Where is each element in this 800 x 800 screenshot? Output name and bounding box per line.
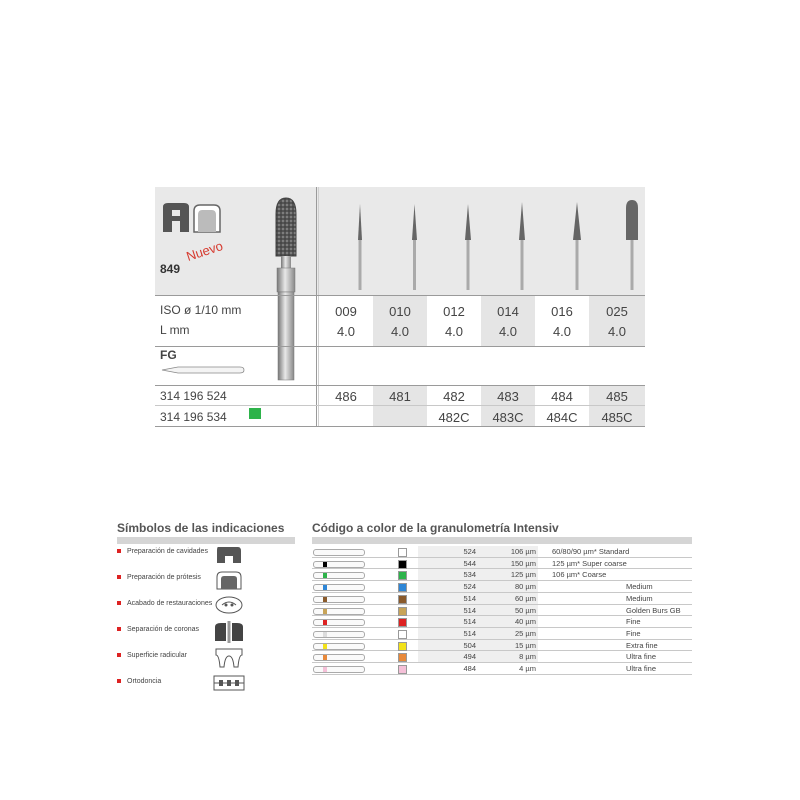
- grit-bur-icon: [313, 643, 365, 650]
- bullet-icon: [117, 575, 121, 579]
- indication-item: Acabado de restauraciones: [117, 600, 212, 607]
- length-value: 4.0: [552, 324, 572, 339]
- indication-item: Separación de coronas: [117, 626, 199, 633]
- grit-row-divider: [312, 592, 692, 593]
- crown-separation-icon: [215, 621, 243, 643]
- ref-code: 314 196 524: [160, 389, 227, 403]
- indication-symbols: [212, 543, 246, 693]
- grit-color-swatch: [398, 607, 407, 616]
- grit-note: 125 µm* Super coarse: [552, 558, 627, 568]
- bur-size-016-icon: [573, 202, 581, 290]
- bur-size-010-icon: [412, 204, 417, 290]
- row-divider: [155, 385, 645, 386]
- grit-code: 534: [463, 570, 476, 580]
- grit-bur-icon: [313, 596, 365, 603]
- prosthesis-preparation-icon: [217, 572, 241, 589]
- row-divider: [155, 346, 645, 347]
- length-value: 4.0: [498, 324, 518, 339]
- grit-note: Ultra fine: [626, 652, 657, 662]
- grit-color-swatch: [398, 618, 407, 627]
- grit-size: 150 µm: [510, 558, 536, 568]
- section-bar: [117, 537, 295, 544]
- product-indication-icons: [160, 201, 222, 237]
- cavity-preparation-icon: [217, 547, 241, 563]
- grit-size: 4 µm: [519, 664, 536, 673]
- bur-size-012-icon: [465, 204, 471, 290]
- grit-color-swatch: [398, 653, 407, 662]
- coarse-part-number: 483C: [492, 410, 524, 425]
- iso-size: 016: [551, 304, 573, 319]
- iso-size: 010: [389, 304, 411, 319]
- shank-label: FG: [160, 348, 177, 362]
- indication-item: Preparación de cavidades: [117, 548, 208, 555]
- grit-color-swatch: [398, 665, 407, 674]
- length-value: 4.0: [444, 324, 464, 339]
- grit-row-divider: [312, 650, 692, 651]
- cavity-preparation-icon: [163, 203, 189, 232]
- bullet-icon: [117, 549, 121, 553]
- bullet-icon: [117, 627, 121, 631]
- standard-part-number: 485: [606, 389, 628, 404]
- iso-size: 009: [335, 304, 357, 319]
- grit-note: Golden Burs GB: [626, 605, 681, 615]
- standard-part-number: 482: [443, 389, 465, 404]
- prosthesis-preparation-icon: [194, 205, 220, 232]
- grit-code: 514: [463, 605, 476, 615]
- column-divider: [316, 187, 317, 427]
- indication-item: Superficie radicular: [117, 652, 187, 659]
- grit-size: 106 µm: [510, 547, 536, 556]
- grit-size: 60 µm: [515, 593, 536, 603]
- grit-bur-icon: [313, 654, 365, 661]
- grit-bur-icon: [313, 584, 365, 591]
- grit-code: 494: [463, 652, 476, 662]
- bullet-icon: [117, 653, 121, 657]
- iso-size: 025: [606, 304, 628, 319]
- row-divider: [155, 426, 645, 427]
- length-value: 4.0: [607, 324, 627, 339]
- grit-size: 50 µm: [515, 605, 536, 615]
- grit-code: 514: [463, 628, 476, 638]
- grit-size: 15 µm: [515, 640, 536, 650]
- coarse-color-swatch: [249, 408, 261, 419]
- standard-part-number: 483: [497, 389, 519, 404]
- grit-note: 60/80/90 µm* Standard: [552, 547, 630, 556]
- length-label: L mm: [160, 323, 190, 337]
- grit-bur-icon: [313, 572, 365, 579]
- standard-part-number: 481: [389, 389, 411, 404]
- grit-row-divider: [312, 662, 692, 663]
- grit-note: Medium: [626, 582, 653, 592]
- grit-note: Extra fine: [626, 640, 658, 650]
- grit-bur-icon: [313, 549, 365, 556]
- grit-note: Ultra fine: [626, 664, 657, 673]
- grit-bur-icon: [313, 631, 365, 638]
- standard-part-number: 486: [335, 389, 357, 404]
- grit-color-swatch: [398, 630, 407, 639]
- grit-note: 106 µm* Coarse: [552, 570, 607, 580]
- grit-row-divider: [312, 627, 692, 628]
- grit-code: 514: [463, 593, 476, 603]
- section-bar: [312, 537, 692, 544]
- grit-code: 514: [463, 617, 476, 627]
- length-value: 4.0: [390, 324, 410, 339]
- product-code: 849: [160, 262, 181, 276]
- grit-bur-icon: [313, 608, 365, 615]
- grit-color-swatch: [398, 583, 407, 592]
- grit-code: 544: [463, 558, 476, 568]
- indication-item: Ortodoncia: [117, 678, 161, 685]
- grit-note: Medium: [626, 593, 653, 603]
- grit-size: 40 µm: [515, 617, 536, 627]
- grit-row-divider: [312, 604, 692, 605]
- coarse-part-number: 484C: [546, 410, 578, 425]
- row-divider: [155, 405, 645, 406]
- grit-title: Código a color de la granulometría Intensiv: [312, 521, 559, 535]
- grit-note: Fine: [626, 617, 641, 627]
- standard-part-number: 484: [551, 389, 573, 404]
- bullet-icon: [117, 601, 121, 605]
- length-value: 4.0: [336, 324, 356, 339]
- iso-label: ISO ø 1/10 mm: [160, 303, 242, 317]
- bullet-icon: [117, 679, 121, 683]
- grit-size: 25 µm: [515, 628, 536, 638]
- grit-size: 80 µm: [515, 582, 536, 592]
- grit-size: 125 µm: [510, 570, 536, 580]
- bur-size-009-icon: [358, 204, 362, 290]
- grit-row-divider: [312, 568, 692, 569]
- coarse-part-number: 485C: [601, 410, 633, 425]
- grit-color-swatch: [398, 560, 407, 569]
- new-badge: Nuevo: [184, 238, 225, 264]
- row-divider: [155, 295, 645, 296]
- grit-row-divider: [312, 557, 692, 558]
- grit-bur-icon: [313, 666, 365, 673]
- grit-row-divider: [312, 580, 692, 581]
- grit-row-divider: [312, 639, 692, 640]
- size-bur-icons: [320, 196, 645, 296]
- grit-row-divider: [312, 674, 692, 675]
- bur-size-025-icon: [626, 200, 638, 290]
- ref-code: 314 196 534: [160, 410, 227, 424]
- bur-illustration: [270, 196, 320, 386]
- grit-code: 524: [463, 547, 476, 556]
- grit-color-swatch: [398, 571, 407, 580]
- grit-code: 524: [463, 582, 476, 592]
- indications-title: Símbolos de las indicaciones: [117, 521, 285, 535]
- grit-color-swatch: [398, 642, 407, 651]
- grit-note: Fine: [626, 628, 641, 638]
- orthodontics-icon: [214, 676, 244, 690]
- coarse-part-number: 482C: [438, 410, 470, 425]
- restoration-finishing-icon: [216, 597, 242, 613]
- grit-size: 8 µm: [519, 652, 536, 662]
- iso-size: 014: [497, 304, 519, 319]
- grit-code: 484: [463, 664, 476, 673]
- grit-bur-icon: [313, 561, 365, 568]
- grit-row-divider: [312, 615, 692, 616]
- grit-bur-icon: [313, 619, 365, 626]
- indication-item: Preparación de prótesis: [117, 574, 201, 581]
- grit-code: 504: [463, 640, 476, 650]
- bur-size-014-icon: [519, 202, 525, 290]
- fg-shank-icon: [160, 363, 246, 377]
- grit-color-swatch: [398, 595, 407, 604]
- root-surface-icon: [216, 649, 242, 667]
- iso-size: 012: [443, 304, 465, 319]
- grit-color-swatch: [398, 548, 407, 557]
